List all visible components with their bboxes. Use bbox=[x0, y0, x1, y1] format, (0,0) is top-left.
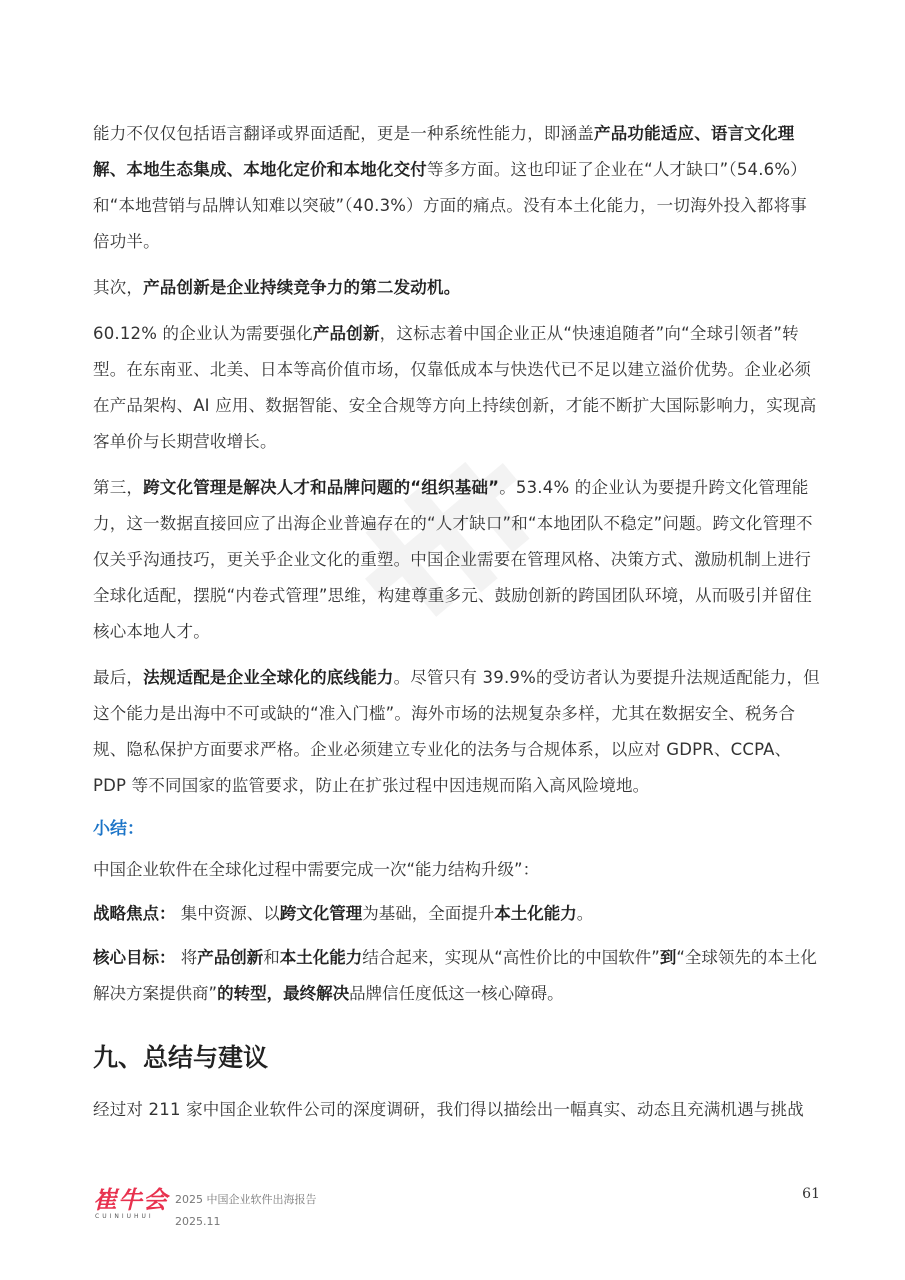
paragraph-cross-culture bbox=[93, 470, 820, 650]
bold-span: 产品创新 bbox=[312, 324, 380, 343]
paragraph-innovation-lead bbox=[93, 270, 820, 306]
summary-focus bbox=[93, 896, 820, 932]
text-span: 为基础，全面提升 bbox=[362, 904, 495, 923]
main-content bbox=[93, 116, 820, 1138]
text-span: 。 bbox=[576, 904, 594, 923]
text-span: 和 bbox=[263, 948, 280, 967]
text-span: 将 bbox=[175, 948, 198, 967]
footer-meta bbox=[175, 1189, 317, 1233]
bold-span: 本土化能力 bbox=[494, 904, 577, 923]
brand-logo: 崔牛会 bbox=[93, 1186, 168, 1214]
text-span: 集中资源、以 bbox=[175, 904, 280, 923]
text-span: 第三， bbox=[93, 478, 144, 497]
bold-span: 到 bbox=[659, 948, 677, 967]
text-span: 最后， bbox=[93, 668, 144, 687]
focus-label: 战略焦点： bbox=[93, 904, 176, 923]
bold-span: 产品功能适应、语言文化理解、本地生态集成、本地化定价和本地化交付 bbox=[93, 124, 795, 179]
paragraph-innovation bbox=[93, 316, 820, 460]
section-title: 九、总结与建议 bbox=[93, 1043, 269, 1072]
bold-span: 跨文化管理 bbox=[279, 904, 363, 923]
text-span: 。53.4% 的企业认为要提升跨文化管理能力，这一数据直接回应了出海企业普遍存在的“人才缺口”和“本地团队不稳定”问题。跨文化管理不仅关乎沟通技巧，更关乎企业文化的重塑。中国企业需要在管理风格、决策方式、激励机制上进行全球化适配，摆脱“内卷式管理”思维，构建尊重多元、鼓励创新的跨国团队环境，从而吸引并留住核心本地人才。 bbox=[93, 478, 813, 641]
brand-logo-sub: CUINIUHUI bbox=[95, 1213, 154, 1220]
text-span: 能力不仅仅包括语言翻译或界面适配，更是一种系统性能力，即涵盖 bbox=[93, 124, 594, 143]
text-span: 结合起来，实现从“高性价比的中国软件” bbox=[362, 948, 660, 967]
report-date: 2025.11 bbox=[175, 1215, 221, 1228]
page-number: 61 bbox=[802, 1186, 820, 1202]
bold-span: 的转型，最终解决 bbox=[217, 984, 350, 1003]
section-intro: 经过对 211 家中国企业软件公司的深度调研，我们得以描绘出一幅真实、动态且充满机遇与挑战 bbox=[93, 1100, 804, 1119]
text-span: 等多方面。这也印证了企业在“人才缺口”（54.6%）和“本地营销与品牌认知难以突破”（40.3%）方面的痛点。没有本土化能力，一切海外投入都将事倍功半。 bbox=[93, 160, 807, 251]
text-span: 。尽管只有 39.9%的受访者认为要提升法规适配能力，但这个能力是出海中不可或缺的“准入门槛”。海外市场的法规复杂多样，尤其在数据安全、税务合规、隐私保护方面要求严格。企业必须建立专业化的法务与合规体系，以应对 GDPR、CCPA、PDP 等不同国家的监管要求，防止在扩张过程中因违规而陷入高风险境地。 bbox=[93, 668, 820, 795]
summary-goal bbox=[93, 940, 820, 1012]
summary-heading: 小结： bbox=[93, 819, 144, 839]
summary-intro: 中国企业软件在全球化过程中需要完成一次“能力结构升级”： bbox=[93, 860, 540, 879]
goal-label: 核心目标： bbox=[93, 948, 176, 967]
text-span: 品牌信任度低这一核心障碍。 bbox=[349, 984, 564, 1003]
text-span: “全球领先的本土化解决方案提供商” bbox=[93, 948, 817, 1003]
report-title: 2025 中国企业软件出海报告 bbox=[175, 1193, 317, 1206]
paragraph-localization bbox=[93, 116, 820, 260]
bold-span: 法规适配是企业全球化的底线能力 bbox=[143, 668, 394, 687]
paragraph-compliance bbox=[93, 660, 820, 804]
bold-span: 本土化能力 bbox=[279, 948, 363, 967]
page-footer bbox=[93, 1186, 820, 1226]
bold-span: 跨文化管理是解决人才和品牌问题的“组织基础” bbox=[143, 478, 500, 497]
text-span: ，这标志着中国企业正从“快速追随者”向“全球引领者”转型。在东南亚、北美、日本等高价值市场，仅靠低成本与快迭代已不足以建立溢价优势。企业必须在产品架构、AI 应用、数据智能、安全合规等方向上持续创新，才能不断扩大国际影响力，实现高客单价与长期营收增长。 bbox=[93, 324, 817, 451]
bold-span: 产品创新是企业持续竞争力的第二发动机。 bbox=[143, 278, 461, 297]
bold-span: 产品创新 bbox=[197, 948, 264, 967]
text-span: 其次， bbox=[93, 278, 144, 297]
text-span: 60.12% 的企业认为需要强化 bbox=[93, 324, 313, 343]
